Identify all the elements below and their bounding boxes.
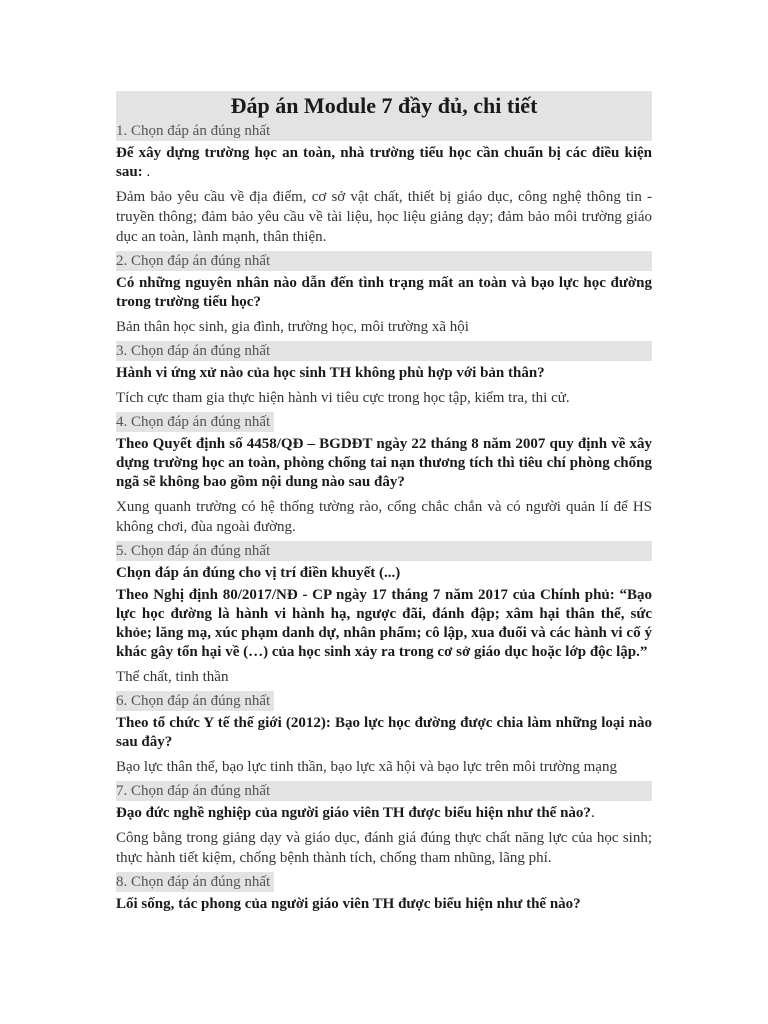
question-heading: 1. Chọn đáp án đúng nhất	[116, 121, 652, 141]
question-text: Theo Quyết định số 4458/QĐ – BGDĐT ngày 22 tháng 8 năm 2007 quy định về xây dựng trường học an toàn, phòng chống tai nạn thương tích thì tiêu chí phòng chống ngã sẽ không bao gồm nội dung nào sau đây?	[116, 436, 652, 490]
question-heading: 3. Chọn đáp án đúng nhất	[116, 341, 652, 361]
question-text: Để xây dựng trường học an toàn, nhà trường tiểu học cần chuẩn bị các điều kiện sau: .	[116, 145, 652, 180]
question-block-1	[116, 121, 652, 247]
question-heading: 6. Chọn đáp án đúng nhất	[116, 691, 274, 711]
question-text: Đạo đức nghề nghiệp của người giáo viên TH được biểu hiện như thế nào?.	[116, 805, 595, 821]
question-text: Lối sống, tác phong của người giáo viên TH được biểu hiện như thế nào?	[116, 896, 581, 912]
answer-text: Bản thân học sinh, gia đình, trường học, môi trường xã hội	[116, 319, 469, 335]
question-block-8	[116, 872, 652, 914]
answer-text: Tích cực tham gia thực hiện hành vi tiêu cực trong học tập, kiểm tra, thi cử.	[116, 390, 570, 406]
question-heading: 8. Chọn đáp án đúng nhất	[116, 872, 274, 892]
question-text: Hành vi ứng xử nào của học sinh TH không phù hợp với bản thân?	[116, 365, 545, 381]
question-heading: 5. Chọn đáp án đúng nhất	[116, 541, 652, 561]
question-block-4	[116, 412, 652, 537]
question-block-5	[116, 541, 652, 687]
question-block-3	[116, 341, 652, 408]
question-text: Chọn đáp án đúng cho vị trí điền khuyết (...)	[116, 565, 401, 581]
answer-text: Đảm bảo yêu cầu về địa điểm, cơ sở vật chất, thiết bị giáo dục, công nghệ thông tin - truyền thông; đảm bảo yêu cầu về tài liệu, học liệu giảng dạy; đảm bảo môi trường giáo dục an toàn, lành mạnh, thân thiện.	[116, 189, 652, 245]
question-block-6	[116, 691, 652, 777]
question-heading: 7. Chọn đáp án đúng nhất	[116, 781, 652, 801]
question-text-extended: Theo Nghị định 80/2017/NĐ - CP ngày 17 tháng 7 năm 2017 của Chính phủ: “Bạo lực học đường là hành vi hành hạ, ngược đãi, đánh đập; xâm hại thân thể, sức khỏe; lăng mạ, xúc phạm danh dự, nhân phẩm; cô lập, xua đuổi và các hành vi cố ý khác gây tổn hại về (…) của học sinh xảy ra trong cơ sở giáo dục hoặc lớp độc lập.”	[116, 587, 652, 660]
question-heading: 4. Chọn đáp án đúng nhất	[116, 412, 274, 432]
question-heading: 2. Chọn đáp án đúng nhất	[116, 251, 652, 271]
question-text: Theo tổ chức Y tế thế giới (2012): Bạo lực học đường được chia làm những loại nào sau đây?	[116, 715, 652, 750]
answer-text: Thể chất, tinh thần	[116, 669, 229, 685]
question-block-7	[116, 781, 652, 868]
question-text: Có những nguyên nhân nào dẫn đến tình trạng mất an toàn và bạo lực học đường trong trường tiểu học?	[116, 275, 652, 310]
answer-text: Bạo lực thân thể, bạo lực tinh thần, bạo lực xã hội và bạo lực trên môi trường mạng	[116, 759, 617, 775]
document-page	[116, 91, 652, 914]
answer-text: Xung quanh trường có hệ thống tường rào, cổng chắc chắn và có người quản lí để HS không chơi, đùa ngoài đường.	[116, 499, 652, 535]
document-title: Đáp án Module 7 đầy đủ, chi tiết	[116, 91, 652, 121]
question-block-2	[116, 251, 652, 337]
answer-text: Công bằng trong giảng dạy và giáo dục, đánh giá đúng thực chất năng lực của học sinh; thực hành tiết kiệm, chống bệnh thành tích, chống tham nhũng, lãng phí.	[116, 830, 652, 866]
